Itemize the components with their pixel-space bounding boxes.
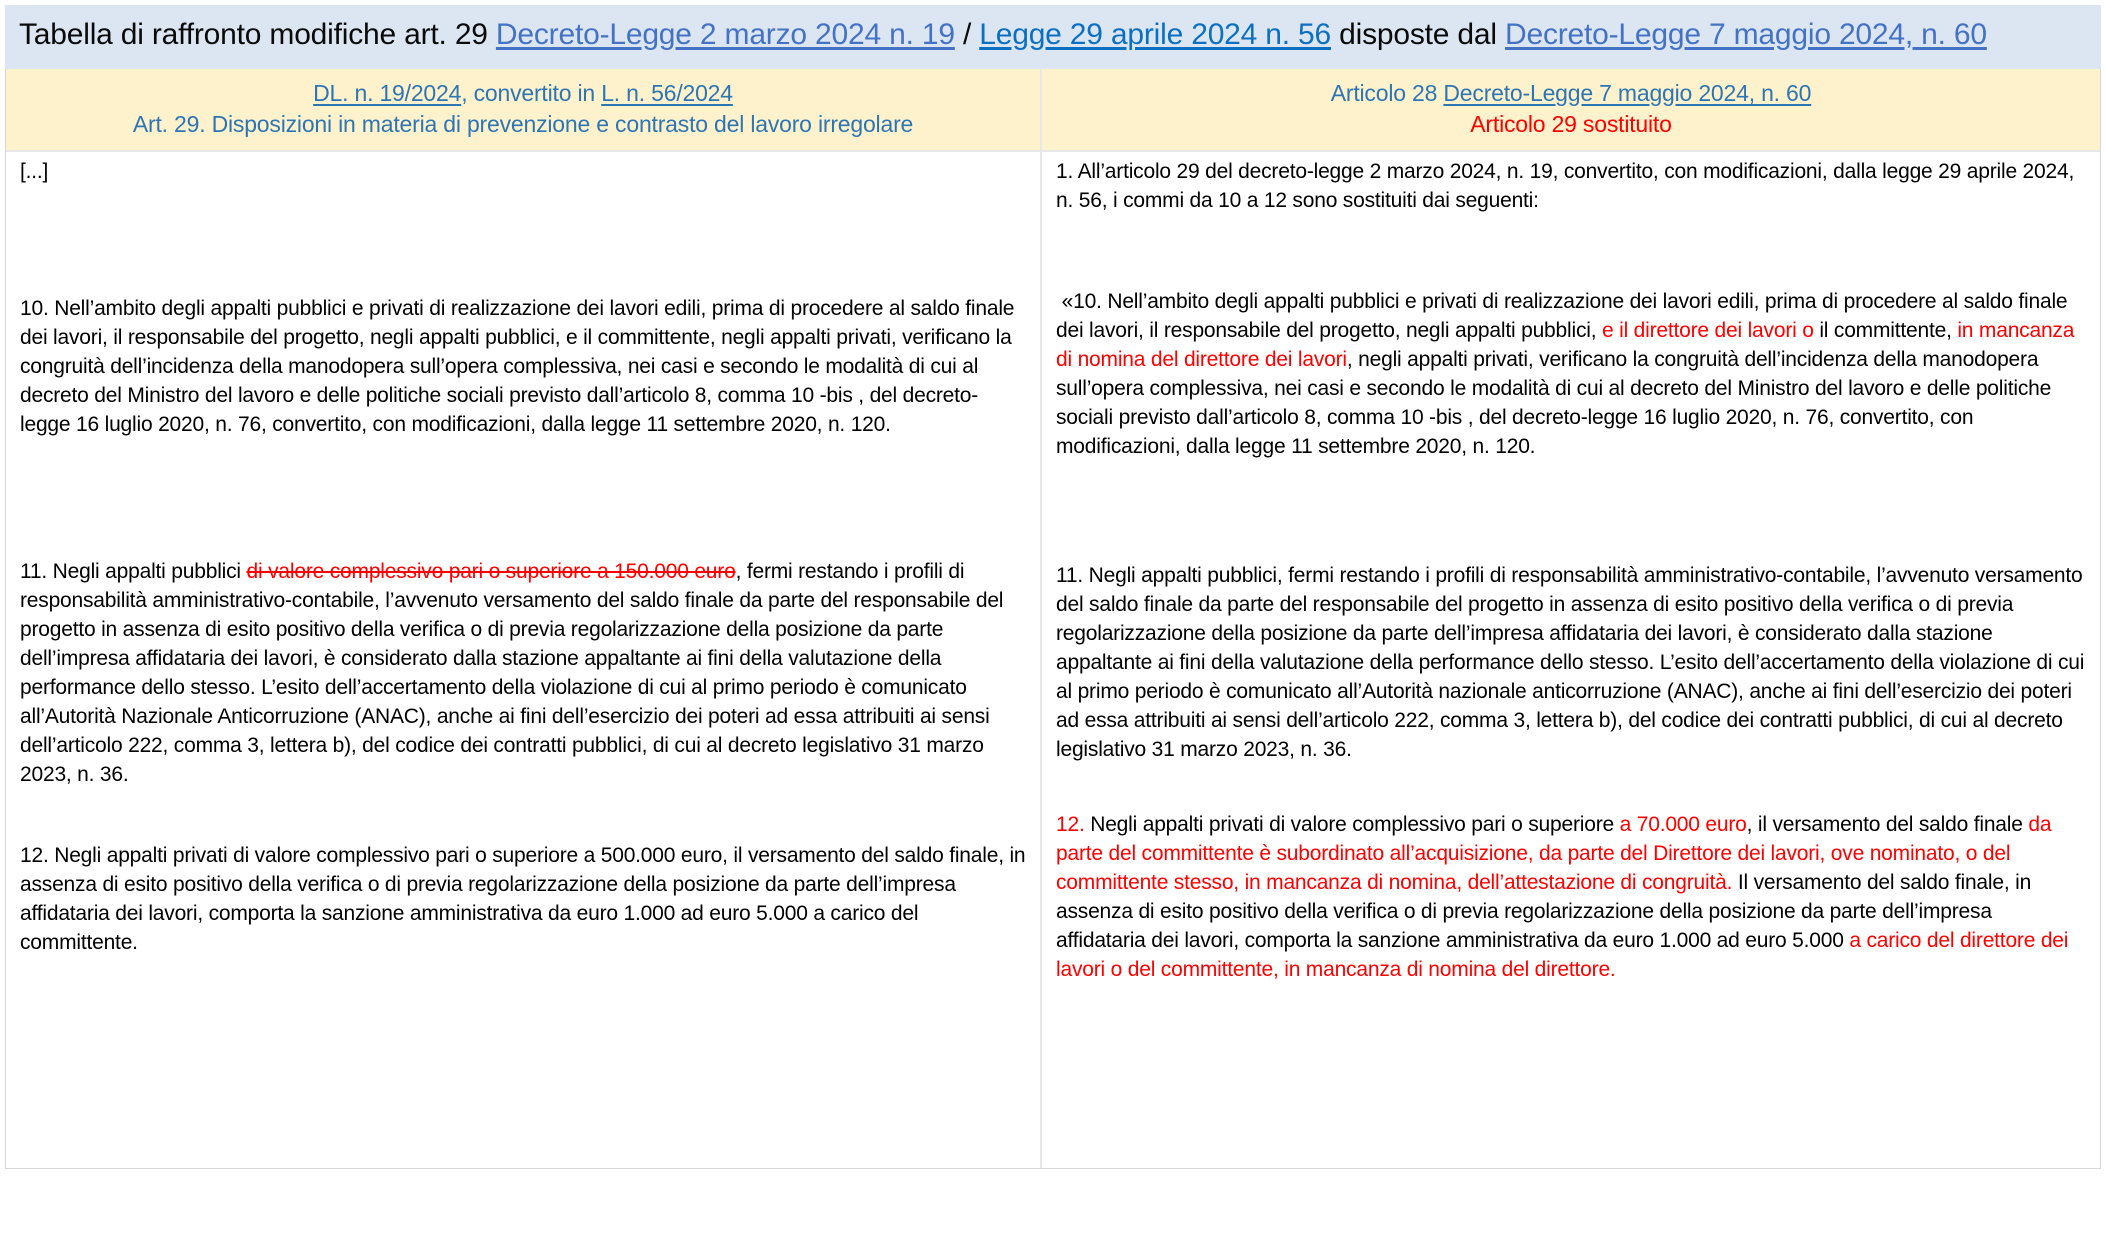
comma12-new-seg4: , il versamento del saldo finale <box>1746 813 2029 836</box>
comma12-new-seg6: Il versamento del saldo finale, in assenza di esito positivo della verifica o di previa regolarizzazione della posizione da parte dell’impresa affidataria dei lavori, comporta la sanzione amministrativa da euro 1.000 ad euro 5.000 <box>1056 871 2037 952</box>
comma11-old-deleted-text: di valore complessivo pari o superiore a 150.000 euro <box>246 560 736 583</box>
header-link-dl-60[interactable]: Decreto-Legge 7 maggio 2024, n. 60 <box>1443 80 1812 106</box>
comma10-new-seg3: il committente, <box>1819 319 1958 342</box>
new-text-cell <box>1042 150 2100 1168</box>
comparison-table <box>5 69 2101 1169</box>
header-left-line1 <box>14 78 1032 109</box>
column-header-old-law <box>6 69 1042 150</box>
header-right-line1 <box>1050 78 2092 109</box>
title-link-dl-60-2024[interactable]: Decreto-Legge 7 maggio 2024, n. 60 <box>1505 18 1987 51</box>
title-text-2: / <box>954 18 980 51</box>
header-right-line2: Articolo 29 sostituito <box>1470 111 1672 137</box>
paragraph-new-intro: 1. All’articolo 29 del decreto-legge 2 marzo 2024, n. 19, convertito, con modificazioni, dalla legge 29 aprile 2024, n. 56, i commi da 10 a 12 sono sostituiti dai seguenti: <box>1056 160 2080 212</box>
title-link-legge-56-2024[interactable]: Legge 29 aprile 2024 n. 56 <box>979 18 1332 51</box>
paragraph-old-comma-12: 12. Negli appalti privati di valore complessivo pari o superiore a 500.000 euro, il versamento del saldo finale, in assenza di esito positivo della verifica o di previa regolarizzazione della posizione da parte dell’impresa affidataria dei lavori, comporta la sanzione amministrativa da euro 1.000 ad euro 5.000 a carico del committente. <box>20 844 1032 954</box>
title-text-3: disposte dal <box>1331 18 1505 51</box>
comma10-new-added-1: e il direttore dei lavori o <box>1601 319 1820 342</box>
column-header-new-law <box>1042 69 2100 150</box>
paragraph-new-comma-12 <box>1056 810 2086 984</box>
header-link-dl-19[interactable]: DL. n. 19/2024 <box>313 80 462 106</box>
comma10-new-seg5: , negli appalti privati, verificano la congruità dell’incidenza della manodopera sull’opera complessiva, nei casi e secondo le modalità di cui al decreto del Ministro del lavoro e delle politiche sociali previsto dall’articolo 8, comma 10 -bis , del decreto-legge 16 luglio 2020, n. 76, convertito, con modificazioni, dalla legge 11 settembre 2020, n. 120. <box>1056 348 2057 458</box>
comma11-old-seg3: , fermi restando i profili di responsabilità amministrativo-contabile, l’avvenuto versamento del saldo finale da parte del responsabile del progetto in assenza di esito positivo della verifica o di previa regolarizzazione della posizione da parte dell’impresa affidataria dei lavori, è considerato dalla stazione appaltante ai fini della valutazione della performance dello stesso. L’esito dell’accertamento della violazione di cui al primo periodo è comunicato all’Autorità Nazionale Anticorruzione (ANAC), anche ai fini dell’esercizio dei poteri ad essa attribuiti ai sensi dell’articolo 222, comma 3, lettera b), del codice dei contratti pubblici, di cui al decreto legislativo 31 marzo 2023, n. 36. <box>20 560 1009 786</box>
ellipsis-placeholder: [...] <box>20 160 49 183</box>
header-right-pre: Articolo 28 <box>1330 80 1444 106</box>
header-link-l-56[interactable]: L. n. 56/2024 <box>601 80 733 106</box>
header-left-mid: , convertito in <box>461 80 602 106</box>
old-text-cell <box>6 150 1042 1168</box>
comma12-new-seg2: Negli appalti privati di valore complessivo pari o superiore <box>1084 813 1620 836</box>
comma10-new-added-2: in mancanza di nomina del direttore dei lavori <box>1056 319 2080 371</box>
comma11-old-seg1: 11. Negli appalti pubblici <box>20 560 247 583</box>
paragraph-old-comma-11 <box>20 557 1026 789</box>
comma12-new-added-2: da parte del committente è subordinato all’acquisizione, da parte del Direttore dei lavori, ove nominato, o del committente stesso, in mancanza di nomina, dell’attestazione di congruità. <box>1056 813 2057 894</box>
comma12-new-number-red: 12. <box>1056 813 1085 836</box>
paragraph-old-comma-10: 10. Nell’ambito degli appalti pubblici e privati di realizzazione dei lavori edili, prima di procedere al saldo finale dei lavori, il responsabile del progetto, negli appalti pubblici, e il committente, negli appalti privati, verificano la congruità dell’incidenza della manodopera sull’opera complessiva, nei casi e secondo le modalità di cui al decreto del Ministro del lavoro e delle politiche sociali previsto dall’articolo 8, comma 10 -bis , del decreto-legge 16 luglio 2020, n. 76, convertito, con modificazioni, dalla legge 11 settembre 2020, n. 120. <box>20 297 1020 436</box>
title-link-dl-19-2024[interactable]: Decreto-Legge 2 marzo 2024 n. 19 <box>495 18 955 51</box>
title-text-1: Tabella di raffronto modifiche art. 29 <box>19 18 496 51</box>
paragraph-new-comma-11: 11. Negli appalti pubblici, fermi restando i profili di responsabilità amministrativo-contabile, l’avvenuto versamento del saldo finale da parte del responsabile del progetto in assenza di esito positivo della verifica o di previa regolarizzazione della posizione da parte dell’impresa affidataria dei lavori, è considerato dalla stazione appaltante ai fini della valutazione della performance dello stesso. L’esito dell’accertamento della violazione di cui al primo periodo è comunicato all’Autorità nazionale anticorruzione (ANAC), anche ai fini dell’esercizio dei poteri ad essa attribuiti ai sensi dell’articolo 222, comma 3, lettera b), del codice dei contratti pubblici, di cui al decreto legislativo 31 marzo 2023, n. 36. <box>1056 564 2090 761</box>
paragraph-new-comma-10 <box>1056 287 2086 461</box>
comma10-new-seg1: «10. Nell’ambito degli appalti pubblici e privati di realizzazione dei lavori edili, prima di procedere al saldo finale dei lavori, il responsabile del progetto, negli appalti pubblici, <box>1056 290 2074 342</box>
comma12-new-added-1: a 70.000 euro <box>1619 813 1747 836</box>
header-left-line2: Art. 29. Disposizioni in materia di prevenzione e contrasto del lavoro irregolare <box>132 111 914 137</box>
comma12-new-added-3: a carico del direttore dei lavori o del committente, in mancanza di nomina del direttore. <box>1056 929 2074 981</box>
page-title <box>5 5 2101 69</box>
